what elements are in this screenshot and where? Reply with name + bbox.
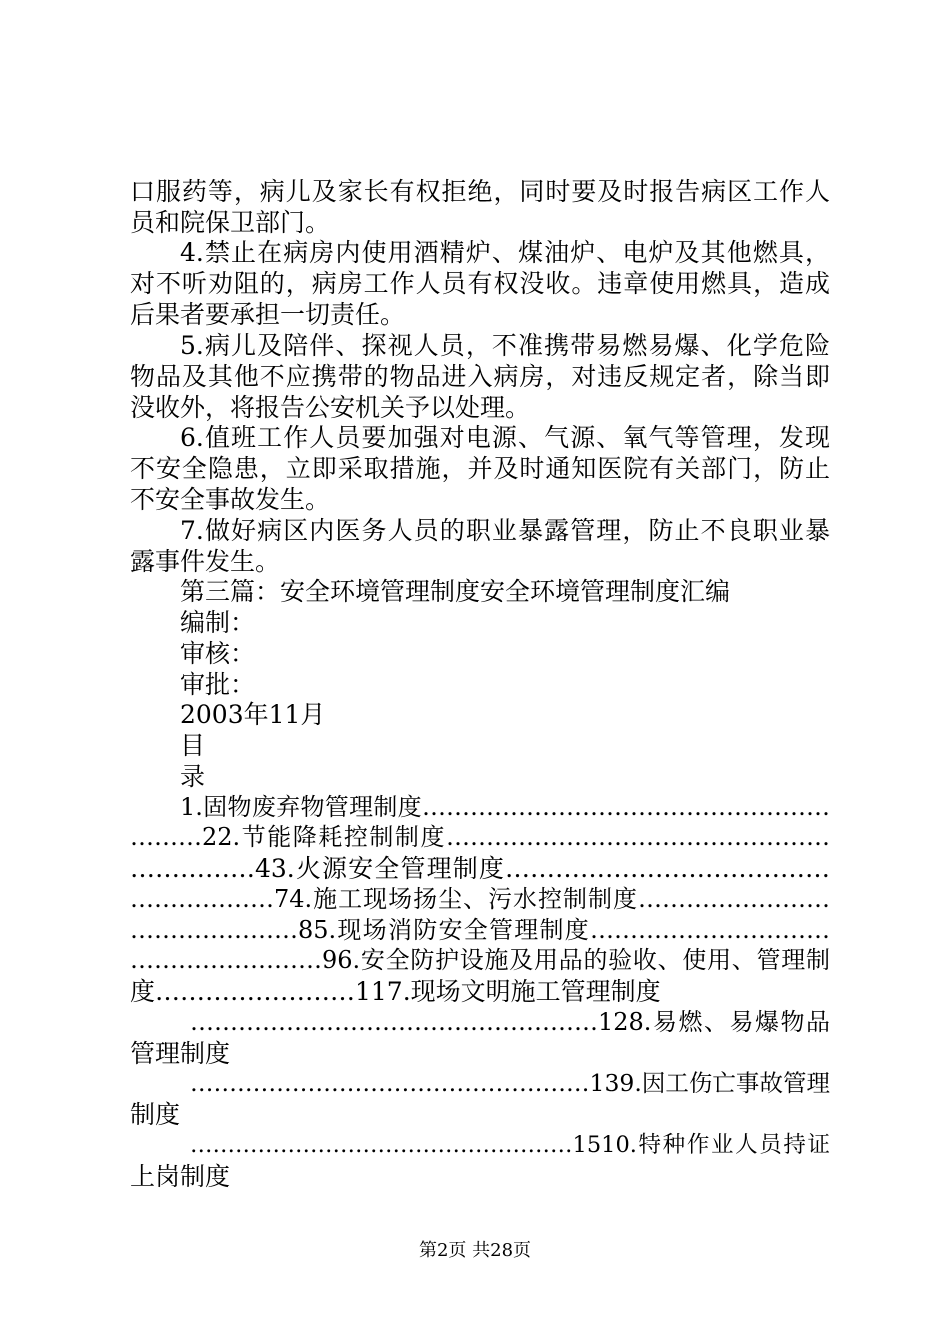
text-line: 审核： <box>180 639 256 668</box>
toc-line: ……………43.火源安全管理制度………………………………… <box>130 854 830 883</box>
text-line: 物品及其他不应携带的物品进入病房，对违反规定者，除当即 <box>130 362 830 391</box>
text-line: 对不听劝阻的，病房工作人员有权没收。违章使用燃具，造成 <box>130 269 830 298</box>
text-line: 不安全隐患，立即采取措施，并及时通知医院有关部门，防止 <box>130 454 830 483</box>
toc-line: 1.固物废弃物管理制度…………………………………………… <box>180 793 830 821</box>
toc-line: ……………………………………………139.因工伤亡事故管理 <box>190 1069 830 1097</box>
toc-line: ……………………………………………128.易燃、易爆物品 <box>190 1008 830 1036</box>
toc-title-char: 目 <box>180 731 206 760</box>
toc-line: ………22.节能降耗控制制度………………………………………… <box>130 823 830 851</box>
text-line: 没收外，将报告公安机关予以处理。 <box>130 393 531 422</box>
text-line: 审批： <box>180 670 256 699</box>
text-line: 编制： <box>180 608 256 637</box>
text-line: 露事件发生。 <box>130 547 281 576</box>
toc-line: …………………85.现场消防安全管理制度………………………… <box>130 916 830 944</box>
toc-line: ……………………96.安全防护设施及用品的验收、使用、管理制 <box>130 946 830 974</box>
text-line: 6.值班工作人员要加强对电源、气源、氧气等管理，发现 <box>180 423 830 452</box>
text-line: 7.做好病区内医务人员的职业暴露管理，防止不良职业暴 <box>180 516 830 545</box>
date-line: 2003年11月 <box>180 700 326 729</box>
toc-line: ……………………………………………1510.特种作业人员持证 <box>190 1132 830 1158</box>
text-line: 口服药等，病儿及家长有权拒绝，同时要及时报告病区工作人 <box>130 177 830 206</box>
text-line: 不安全事故发生。 <box>130 485 331 514</box>
text-line: 4.禁止在病房内使用酒精炉、煤油炉、电炉及其他燃具， <box>180 238 830 267</box>
toc-title-char: 录 <box>180 762 206 791</box>
toc-line: ………………74.施工现场扬尘、污水控制制度…………………… <box>130 885 830 913</box>
section-heading: 第三篇：安全环境管理制度安全环境管理制度汇编 <box>180 577 731 606</box>
page-number-footer: 第2页 共28页 <box>418 1240 532 1261</box>
toc-line: 制度 <box>130 1100 181 1129</box>
toc-line: 管理制度 <box>130 1039 231 1068</box>
text-line: 后果者要承担一切责任。 <box>130 300 406 329</box>
text-line: 员和院保卫部门。 <box>130 208 331 237</box>
toc-line: 上岗制度 <box>130 1162 231 1191</box>
text-line: 5.病儿及陪伴、探视人员，不准携带易燃易爆、化学危险 <box>180 331 830 360</box>
toc-line: 度……………………117.现场文明施工管理制度 <box>130 977 661 1006</box>
